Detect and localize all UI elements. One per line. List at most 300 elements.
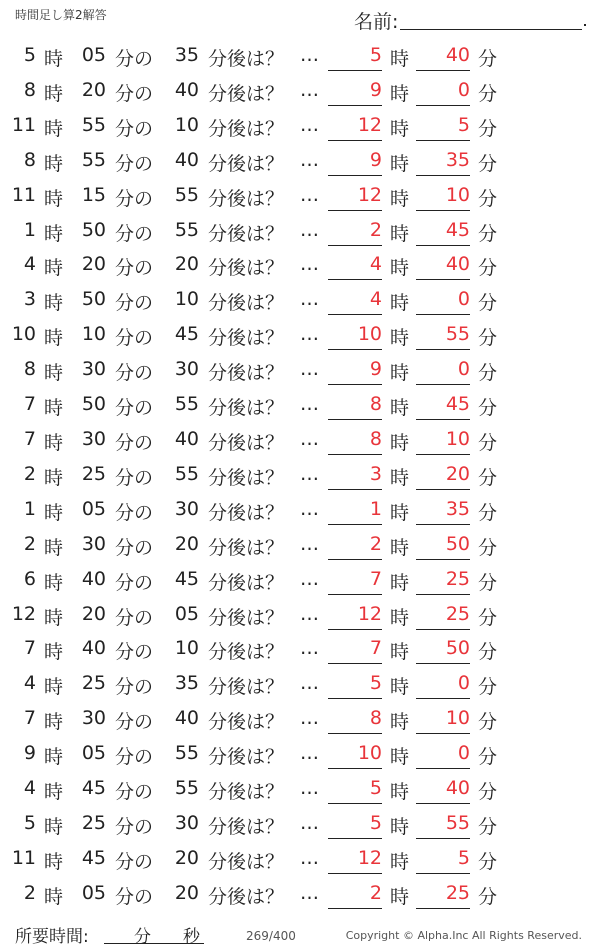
minute-of-label: 分の	[115, 606, 154, 629]
hour-label: 時	[44, 397, 64, 420]
problem-row	[0, 806, 600, 841]
added-minutes: 40	[174, 78, 199, 101]
after-label: 分後は？	[208, 501, 285, 524]
hour-label: 時	[44, 676, 64, 699]
answer-hour[interactable]: 3	[328, 463, 382, 490]
after-label: 分後は？	[208, 327, 285, 350]
answer-minute[interactable]: 40	[416, 253, 470, 280]
start-hour: 3	[23, 288, 36, 311]
start-hour: 2	[23, 532, 36, 555]
after-label: 分後は？	[208, 850, 285, 873]
answer-hour[interactable]: 12	[328, 114, 382, 141]
ellipsis: …	[300, 218, 319, 241]
hour-label: 時	[390, 641, 410, 664]
answer-minute[interactable]: 0	[416, 672, 470, 699]
minute-label: 分	[478, 781, 498, 804]
start-minute: 30	[81, 532, 106, 555]
answer-hour[interactable]: 9	[328, 149, 382, 176]
answer-hour[interactable]: 12	[328, 847, 382, 874]
ellipsis: …	[300, 427, 319, 450]
minute-of-label: 分の	[115, 362, 154, 385]
minute-of-label: 分の	[115, 711, 154, 734]
after-label: 分後は？	[208, 152, 285, 175]
minute-label: 分	[478, 152, 498, 175]
hour-label: 時	[390, 466, 410, 489]
hour-label: 時	[44, 292, 64, 315]
after-label: 分後は？	[208, 117, 285, 140]
added-minutes: 20	[174, 532, 199, 555]
problem-row	[0, 247, 600, 282]
after-label: 分後は？	[208, 48, 285, 70]
minute-of-label: 分の	[115, 222, 154, 245]
hour-label: 時	[44, 82, 64, 105]
minute-label: 分	[478, 885, 498, 908]
ellipsis: …	[300, 777, 319, 800]
minute-of-label: 分の	[115, 746, 154, 769]
problem-row	[0, 38, 600, 73]
ellipsis: …	[300, 602, 319, 625]
time-second-label: 秒	[183, 927, 200, 947]
worksheet-title: 時間足し算2解答	[15, 8, 107, 22]
hour-label: 時	[44, 746, 64, 769]
hour-label: 時	[390, 885, 410, 908]
footer	[0, 920, 600, 949]
answer-minute[interactable]: 35	[416, 149, 470, 176]
minute-of-label: 分の	[115, 536, 154, 559]
hour-label: 時	[390, 781, 410, 804]
minute-of-label: 分の	[115, 327, 154, 350]
answer-minute[interactable]: 40	[416, 44, 470, 71]
hour-label: 時	[44, 222, 64, 245]
start-minute: 10	[81, 323, 106, 346]
time-spent-label: 所要時間:	[15, 927, 89, 947]
start-hour: 7	[23, 707, 36, 730]
start-hour: 5	[23, 811, 36, 834]
after-label: 分後は？	[208, 397, 285, 420]
added-minutes: 40	[174, 707, 199, 730]
answer-minute[interactable]: 0	[416, 742, 470, 769]
hour-label: 時	[44, 466, 64, 489]
ellipsis: …	[300, 672, 319, 695]
added-minutes: 35	[174, 44, 199, 66]
answer-hour[interactable]: 8	[328, 428, 382, 455]
answer-hour[interactable]: 5	[328, 672, 382, 699]
minute-of-label: 分の	[115, 187, 154, 210]
answer-minute[interactable]: 0	[416, 79, 470, 106]
hour-label: 時	[390, 117, 410, 140]
answer-minute[interactable]: 0	[416, 288, 470, 315]
answer-minute[interactable]: 45	[416, 393, 470, 420]
answer-hour[interactable]: 7	[328, 568, 382, 595]
hour-label: 時	[44, 606, 64, 629]
added-minutes: 40	[174, 148, 199, 171]
ellipsis: …	[300, 811, 319, 834]
hour-label: 時	[390, 152, 410, 175]
after-label: 分後は？	[208, 676, 285, 699]
problem-row	[0, 701, 600, 736]
hour-label: 時	[44, 571, 64, 594]
problem-row	[0, 876, 600, 911]
ellipsis: …	[300, 742, 319, 765]
start-minute: 05	[81, 497, 106, 520]
minute-label: 分	[478, 362, 498, 385]
ellipsis: …	[300, 253, 319, 276]
minute-of-label: 分の	[115, 48, 154, 70]
problem-row	[0, 282, 600, 317]
problem-row	[0, 108, 600, 143]
problem-row	[0, 492, 600, 527]
start-minute: 55	[81, 113, 106, 136]
problem-row	[0, 771, 600, 806]
name-line[interactable]	[400, 29, 582, 30]
hour-label: 時	[44, 327, 64, 350]
problem-row	[0, 527, 600, 562]
added-minutes: 10	[174, 288, 199, 311]
minute-label: 分	[478, 327, 498, 350]
added-minutes: 35	[174, 672, 199, 695]
answer-minute[interactable]: 45	[416, 219, 470, 246]
after-label: 分後は？	[208, 82, 285, 105]
hour-label: 時	[44, 850, 64, 873]
answer-minute[interactable]: 5	[416, 847, 470, 874]
start-hour: 5	[23, 44, 36, 66]
start-hour: 11	[11, 183, 36, 206]
minute-of-label: 分の	[115, 815, 154, 838]
start-hour: 1	[23, 497, 36, 520]
answer-hour[interactable]: 2	[328, 219, 382, 246]
minute-of-label: 分の	[115, 292, 154, 315]
problem-row	[0, 666, 600, 701]
minute-label: 分	[478, 606, 498, 629]
minute-label: 分	[478, 746, 498, 769]
start-hour: 12	[11, 602, 36, 625]
ellipsis: …	[300, 881, 319, 904]
minute-label: 分	[478, 711, 498, 734]
ellipsis: …	[300, 846, 319, 869]
minute-of-label: 分の	[115, 571, 154, 594]
minute-label: 分	[478, 815, 498, 838]
minute-of-label: 分の	[115, 501, 154, 524]
added-minutes: 30	[174, 497, 199, 520]
added-minutes: 55	[174, 777, 199, 800]
hour-label: 時	[44, 781, 64, 804]
problem-row	[0, 352, 600, 387]
ellipsis: …	[300, 497, 319, 520]
ellipsis: …	[300, 288, 319, 311]
answer-hour[interactable]: 5	[328, 812, 382, 839]
start-minute: 20	[81, 602, 106, 625]
answer-minute[interactable]: 10	[416, 707, 470, 734]
answer-minute[interactable]: 25	[416, 882, 470, 909]
problem-row	[0, 562, 600, 597]
hour-label: 時	[390, 606, 410, 629]
problem-row	[0, 73, 600, 108]
answer-hour[interactable]: 12	[328, 603, 382, 630]
problem-row	[0, 387, 600, 422]
after-label: 分後は？	[208, 187, 285, 210]
start-hour: 11	[11, 846, 36, 869]
added-minutes: 55	[174, 462, 199, 485]
start-hour: 2	[23, 462, 36, 485]
answer-minute[interactable]: 40	[416, 777, 470, 804]
hour-label: 時	[390, 676, 410, 699]
after-label: 分後は？	[208, 885, 285, 908]
start-hour: 1	[23, 218, 36, 241]
ellipsis: …	[300, 567, 319, 590]
answer-minute[interactable]: 55	[416, 323, 470, 350]
after-label: 分後は？	[208, 746, 285, 769]
answer-hour[interactable]: 8	[328, 707, 382, 734]
minute-of-label: 分の	[115, 431, 154, 454]
minute-label: 分	[478, 222, 498, 245]
minute-label: 分	[478, 536, 498, 559]
answer-minute[interactable]: 20	[416, 463, 470, 490]
hour-label: 時	[44, 48, 64, 70]
minute-of-label: 分の	[115, 781, 154, 804]
minute-of-label: 分の	[115, 885, 154, 908]
minute-of-label: 分の	[115, 82, 154, 105]
after-label: 分後は？	[208, 222, 285, 245]
hour-label: 時	[390, 850, 410, 873]
after-label: 分後は？	[208, 571, 285, 594]
answer-hour[interactable]: 10	[328, 742, 382, 769]
after-label: 分後は？	[208, 292, 285, 315]
minute-label: 分	[478, 641, 498, 664]
added-minutes: 45	[174, 323, 199, 346]
problem-row	[0, 317, 600, 352]
after-label: 分後は？	[208, 466, 285, 489]
answer-minute[interactable]: 10	[416, 184, 470, 211]
name-area	[354, 7, 594, 31]
minute-label: 分	[478, 187, 498, 210]
start-hour: 7	[23, 637, 36, 660]
start-minute: 20	[81, 78, 106, 101]
minute-of-label: 分の	[115, 466, 154, 489]
ellipsis: …	[300, 183, 319, 206]
after-label: 分後は？	[208, 606, 285, 629]
hour-label: 時	[44, 362, 64, 385]
hour-label: 時	[390, 501, 410, 524]
hour-label: 時	[390, 187, 410, 210]
start-minute: 50	[81, 393, 106, 416]
start-minute: 45	[81, 846, 106, 869]
ellipsis: …	[300, 393, 319, 416]
answer-hour[interactable]: 2	[328, 882, 382, 909]
added-minutes: 05	[174, 602, 199, 625]
start-minute: 45	[81, 777, 106, 800]
name-label: 名前:	[354, 11, 399, 33]
answer-minute[interactable]: 35	[416, 498, 470, 525]
start-hour: 8	[23, 148, 36, 171]
minute-label: 分	[478, 466, 498, 489]
start-minute: 30	[81, 427, 106, 450]
minute-label: 分	[478, 431, 498, 454]
added-minutes: 30	[174, 811, 199, 834]
added-minutes: 30	[174, 358, 199, 381]
minute-of-label: 分の	[115, 850, 154, 873]
added-minutes: 10	[174, 113, 199, 136]
start-hour: 8	[23, 358, 36, 381]
hour-label: 時	[44, 536, 64, 559]
hour-label: 時	[390, 82, 410, 105]
time-minute-label: 分	[134, 927, 151, 947]
after-label: 分後は？	[208, 815, 285, 838]
ellipsis: …	[300, 78, 319, 101]
hour-label: 時	[44, 885, 64, 908]
answer-minute[interactable]: 50	[416, 637, 470, 664]
problem-row	[0, 736, 600, 771]
problem-row	[0, 841, 600, 876]
start-hour: 10	[11, 323, 36, 346]
answer-minute[interactable]: 0	[416, 358, 470, 385]
start-hour: 8	[23, 78, 36, 101]
start-minute: 30	[81, 358, 106, 381]
answer-hour[interactable]: 5	[328, 44, 382, 71]
problem-row	[0, 213, 600, 248]
after-label: 分後は？	[208, 536, 285, 559]
minute-of-label: 分の	[115, 117, 154, 140]
hour-label: 時	[390, 397, 410, 420]
start-minute: 40	[81, 637, 106, 660]
start-minute: 55	[81, 148, 106, 171]
hour-label: 時	[390, 257, 410, 280]
start-hour: 4	[23, 253, 36, 276]
start-minute: 50	[81, 288, 106, 311]
start-minute: 25	[81, 811, 106, 834]
hour-label: 時	[390, 571, 410, 594]
added-minutes: 55	[174, 742, 199, 765]
answer-hour[interactable]: 8	[328, 393, 382, 420]
hour-label: 時	[44, 641, 64, 664]
answer-hour[interactable]: 9	[328, 79, 382, 106]
name-line-end-dot	[584, 24, 586, 26]
after-label: 分後は？	[208, 781, 285, 804]
minute-label: 分	[478, 292, 498, 315]
hour-label: 時	[44, 501, 64, 524]
added-minutes: 20	[174, 253, 199, 276]
added-minutes: 20	[174, 846, 199, 869]
added-minutes: 55	[174, 393, 199, 416]
start-minute: 05	[81, 742, 106, 765]
added-minutes: 20	[174, 881, 199, 904]
after-label: 分後は？	[208, 431, 285, 454]
hour-label: 時	[390, 536, 410, 559]
start-hour: 9	[23, 742, 36, 765]
answer-hour[interactable]: 9	[328, 358, 382, 385]
answer-hour[interactable]: 4	[328, 288, 382, 315]
start-minute: 05	[81, 44, 106, 66]
start-hour: 6	[23, 567, 36, 590]
hour-label: 時	[390, 815, 410, 838]
added-minutes: 40	[174, 427, 199, 450]
ellipsis: …	[300, 462, 319, 485]
page-number: 269/400	[246, 929, 296, 943]
answer-minute[interactable]: 25	[416, 568, 470, 595]
start-minute: 20	[81, 253, 106, 276]
added-minutes: 55	[174, 218, 199, 241]
hour-label: 時	[44, 152, 64, 175]
minute-of-label: 分の	[115, 257, 154, 280]
start-minute: 40	[81, 567, 106, 590]
ellipsis: …	[300, 323, 319, 346]
hour-label: 時	[44, 711, 64, 734]
hour-label: 時	[390, 746, 410, 769]
answer-minute[interactable]: 55	[416, 812, 470, 839]
minute-label: 分	[478, 257, 498, 280]
hour-label: 時	[44, 257, 64, 280]
minute-of-label: 分の	[115, 397, 154, 420]
after-label: 分後は？	[208, 362, 285, 385]
ellipsis: …	[300, 148, 319, 171]
problem-row	[0, 631, 600, 666]
minute-label: 分	[478, 48, 498, 70]
minute-label: 分	[478, 117, 498, 140]
problem-row	[0, 457, 600, 492]
answer-minute[interactable]: 5	[416, 114, 470, 141]
start-minute: 15	[81, 183, 106, 206]
hour-label: 時	[44, 431, 64, 454]
start-minute: 50	[81, 218, 106, 241]
start-hour: 4	[23, 777, 36, 800]
hour-label: 時	[390, 222, 410, 245]
ellipsis: …	[300, 44, 319, 66]
minute-of-label: 分の	[115, 152, 154, 175]
hour-label: 時	[44, 117, 64, 140]
minute-label: 分	[478, 850, 498, 873]
after-label: 分後は？	[208, 711, 285, 734]
ellipsis: …	[300, 113, 319, 136]
copyright: Copyright © Alpha.Inc All Rights Reserved.	[345, 929, 582, 942]
problem-list	[0, 38, 600, 911]
answer-hour[interactable]: 4	[328, 253, 382, 280]
answer-minute[interactable]: 50	[416, 533, 470, 560]
hour-label: 時	[390, 327, 410, 350]
minute-label: 分	[478, 501, 498, 524]
start-hour: 7	[23, 427, 36, 450]
answer-hour[interactable]: 5	[328, 777, 382, 804]
minute-label: 分	[478, 397, 498, 420]
answer-hour[interactable]: 2	[328, 533, 382, 560]
answer-minute[interactable]: 10	[416, 428, 470, 455]
minute-label: 分	[478, 676, 498, 699]
minute-of-label: 分の	[115, 676, 154, 699]
start-minute: 05	[81, 881, 106, 904]
hour-label: 時	[390, 362, 410, 385]
start-hour: 2	[23, 881, 36, 904]
answer-hour[interactable]: 12	[328, 184, 382, 211]
minute-label: 分	[478, 571, 498, 594]
minute-of-label: 分の	[115, 641, 154, 664]
start-hour: 7	[23, 393, 36, 416]
ellipsis: …	[300, 532, 319, 555]
start-hour: 11	[11, 113, 36, 136]
added-minutes: 45	[174, 567, 199, 590]
hour-label: 時	[44, 187, 64, 210]
start-minute: 25	[81, 672, 106, 695]
answer-hour[interactable]: 10	[328, 323, 382, 350]
problem-row	[0, 143, 600, 178]
start-hour: 4	[23, 672, 36, 695]
hour-label: 時	[390, 711, 410, 734]
minute-label: 分	[478, 82, 498, 105]
answer-hour[interactable]: 7	[328, 637, 382, 664]
added-minutes: 55	[174, 183, 199, 206]
problem-row	[0, 178, 600, 213]
answer-hour[interactable]: 1	[328, 498, 382, 525]
answer-minute[interactable]: 25	[416, 603, 470, 630]
hour-label: 時	[44, 815, 64, 838]
after-label: 分後は？	[208, 641, 285, 664]
